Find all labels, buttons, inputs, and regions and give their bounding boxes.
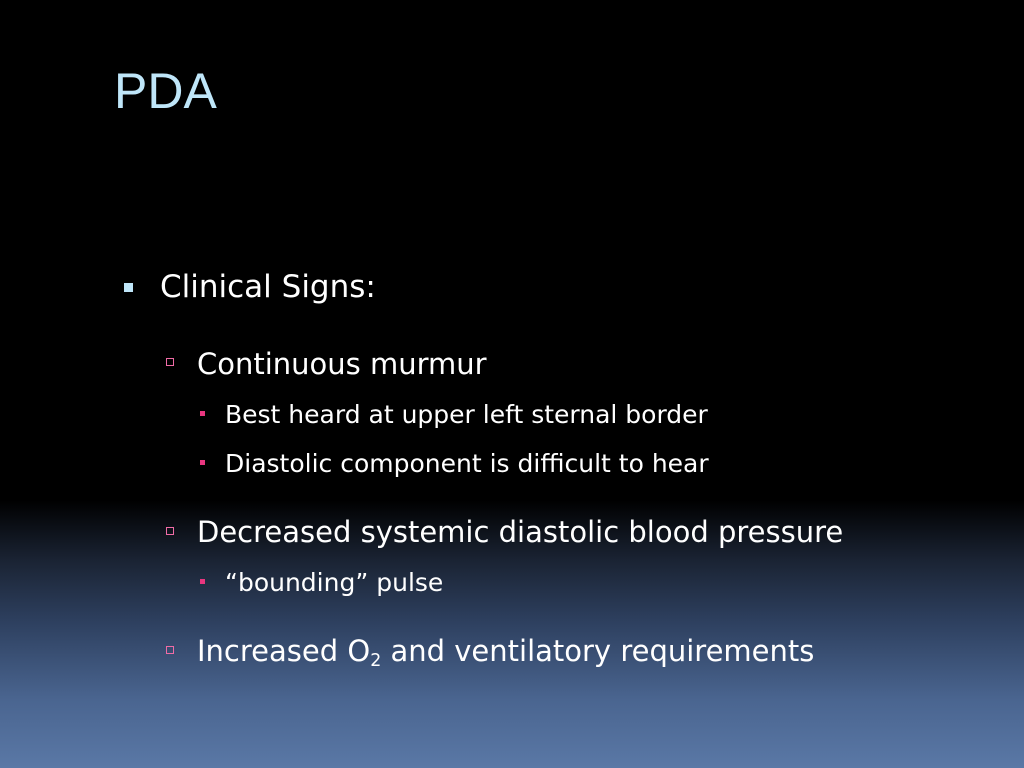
hollow-square-bullet-icon (166, 646, 174, 654)
small-square-bullet-icon (200, 579, 205, 584)
hollow-square-bullet-icon (166, 358, 174, 366)
bullet-diastolic-component: Diastolic component is difficult to hear (225, 449, 709, 478)
bullet-clinical-signs: Clinical Signs: (160, 269, 376, 305)
bullet-decreased-pressure: Decreased systemic diastolic blood pressure (197, 515, 844, 549)
hollow-square-bullet-icon (166, 527, 174, 535)
oxygen-prefix: Increased O (197, 634, 371, 668)
small-square-bullet-icon (200, 460, 205, 465)
small-square-bullet-icon (200, 411, 205, 416)
bullet-continuous-murmur: Continuous murmur (197, 347, 487, 381)
bullet-bounding-pulse: “bounding” pulse (225, 568, 444, 597)
oxygen-subscript: 2 (370, 651, 382, 672)
bullet-increased-oxygen (197, 634, 815, 672)
square-bullet-icon (124, 283, 133, 292)
slide-title: PDA (114, 63, 217, 119)
oxygen-suffix: and ventilatory requirements (381, 634, 815, 668)
bullet-best-heard: Best heard at upper left sternal border (225, 400, 708, 429)
